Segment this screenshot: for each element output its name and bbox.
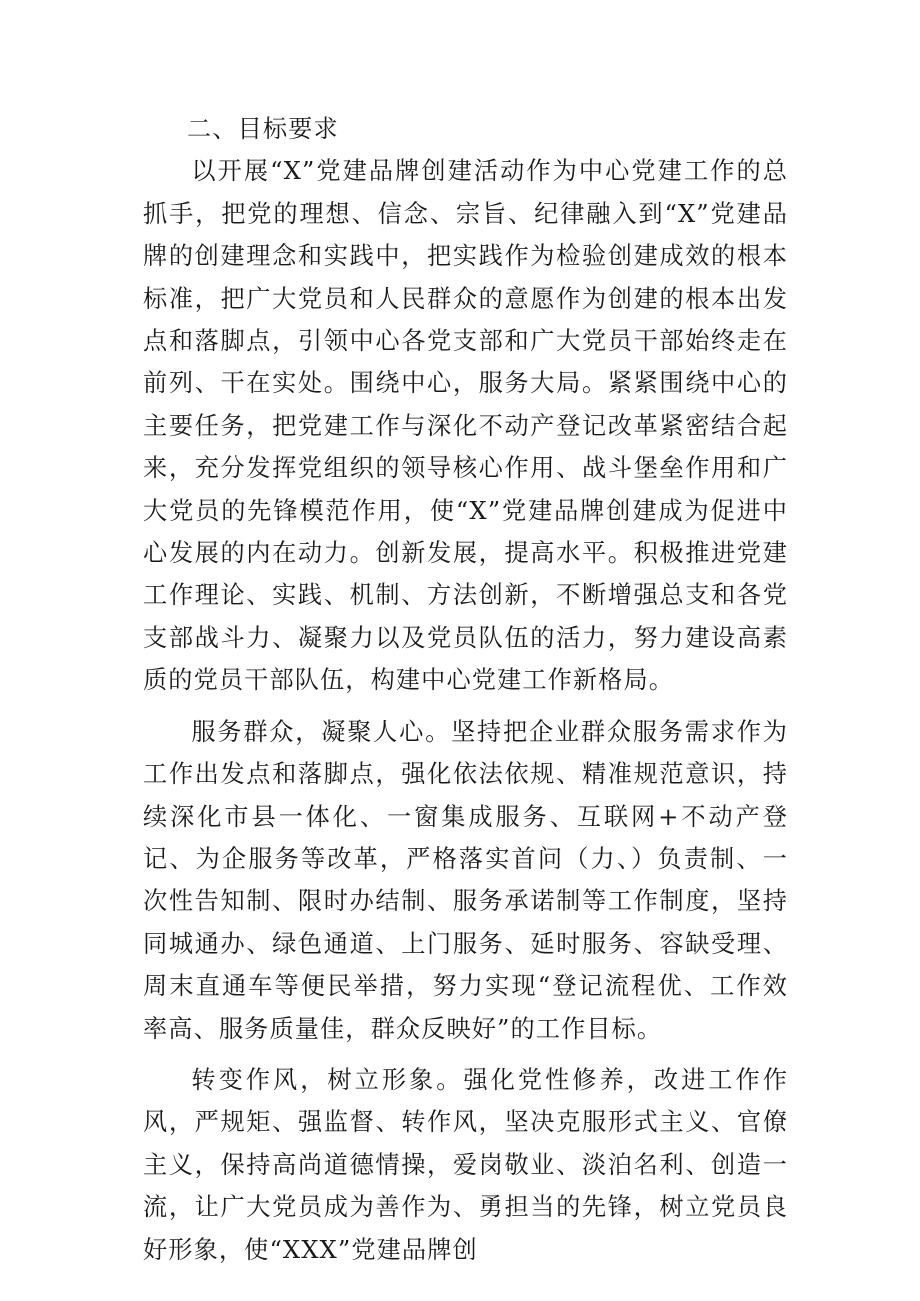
document-body [143, 108, 788, 1271]
paragraph-change-style: 转变作风，树立形象。强化党性修养，改进工作作风，严规矩、强监督、转作风，坚决克服形式主义、官僚主义，保持高尚道德情操，爱岗敬业、淡泊名利、创造一流，让广大党员成为善作为、勇担当的先锋，树立党员良好形象，使“XXX”党建品牌创 [143, 1065, 788, 1264]
section-heading: 二、目标要求 [187, 115, 339, 143]
paragraph-serve-masses: 服务群众，凝聚人心。坚持把企业群众服务需求作为工作出发点和落脚点，强化依法依规、精准规范意识，持续深化市县一体化、一窗集成服务、互联网+不动产登记、为企服务等改革，严格落实首问（力、）负责制、一次性告知制、限时办结制、服务承诺制等工作制度，坚持同城通办、绿色通道、上门服务、延时服务、容缺受理、周末直通车等便民举措，努力实现“登记流程优、工作效率高、服务质量佳，群众反映好”的工作目标。 [143, 717, 788, 1043]
paragraph-goals: 以开展“X”党建品牌创建活动作为中心党建工作的总抓手，把党的理想、信念、宗旨、纪律融入到“X”党建品牌的创建理念和实践中，把实践作为检验创建成效的根本标准，把广大党员和人民群众的意愿作为创建的根本出发点和落脚点，引领中心各党支部和广大党员干部始终走在前列、干在实处。围绕中心，服务大局。紧紧围绕中心的主要任务，把党建工作与深化不动产登记改革紧密结合起来，充分发挥党组织的领导核心作用、战斗堡垒作用和广大党员的先锋模范作用，使“X”党建品牌创建成为促进中心发展的内在动力。创新发展，提高水平。积极推进党建工作理论、实践、机制、方法创新，不断增强总支和各党支部战斗力、凝聚力以及党员队伍的活力，努力建设高素质的党员干部队伍，构建中心党建工作新格局。 [143, 157, 788, 695]
